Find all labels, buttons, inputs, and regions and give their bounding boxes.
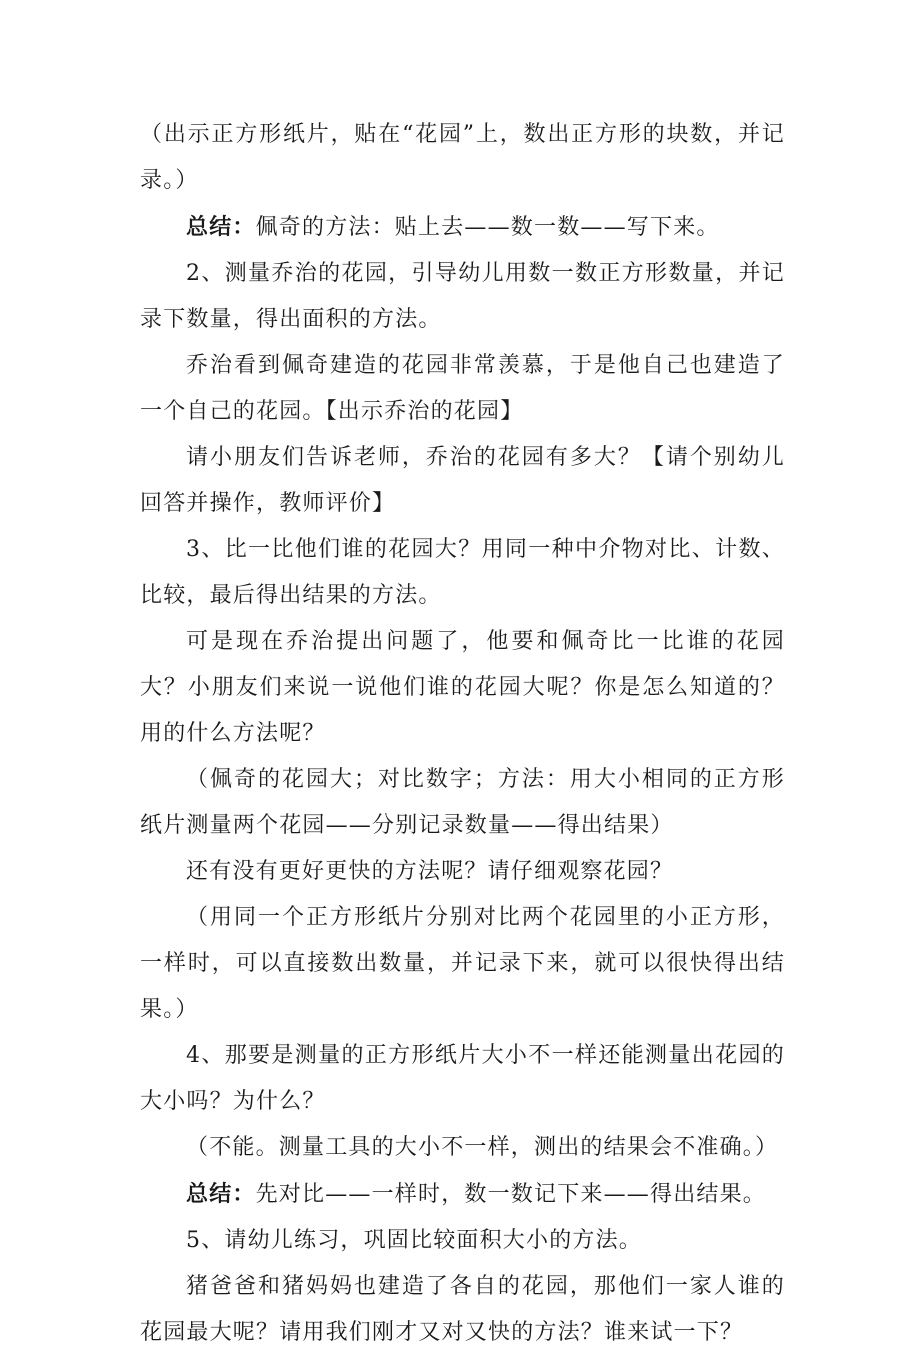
paragraph-george-garden: 乔治看到佩奇建造的花园非常羡慕，于是他自己也建造了一个自己的花园。【出示乔治的花园】 bbox=[140, 353, 785, 424]
summary-label: 总结： bbox=[186, 214, 256, 240]
paragraph-step-2: 2、测量乔治的花园，引导幼儿用数一数正方形数量，并记录下数量，得出面积的方法。 bbox=[140, 261, 785, 332]
paragraph-peppa-bigger-answer: （佩奇的花园大；对比数字；方法：用大小相同的正方形纸片测量两个花园——分别记录数量——得出结果） bbox=[140, 767, 785, 838]
paragraph-pig-parents-garden: 猪爸爸和猪妈妈也建造了各自的花园，那他们一家人谁的花园最大呢？请用我们刚才又对又快的方法？谁来试一下？ bbox=[140, 1274, 785, 1345]
paragraph-step-5: 5、请幼儿练习，巩固比较面积大小的方法。 bbox=[186, 1228, 642, 1253]
paragraph-step-4: 4、那要是测量的正方形纸片大小不一样还能测量出花园的大小吗？为什么？ bbox=[140, 1043, 785, 1114]
paragraph-summary-peppa-method bbox=[140, 204, 785, 251]
summary-text: 先对比——一样时，数一数记下来——得出结果。 bbox=[255, 1182, 767, 1207]
paragraph-cannot-answer: （不能。测量工具的大小不一样，测出的结果会不准确。） bbox=[186, 1135, 779, 1160]
paragraph-step-3: 3、比一比他们谁的花园大？用同一种中介物对比、计数、比较，最后得出结果的方法。 bbox=[140, 537, 785, 608]
paragraph-faster-method-question: 还有没有更好更快的方法呢？请仔细观察花园？ bbox=[186, 859, 674, 884]
document-body bbox=[140, 112, 785, 1356]
paragraph-faster-method-answer: （用同一个正方形纸片分别对比两个花园里的小正方形，一样时，可以直接数出数量，并记录下来，就可以很快得出结果。） bbox=[140, 905, 785, 1022]
summary-text: 佩奇的方法：贴上去——数一数——写下来。 bbox=[255, 215, 720, 240]
paragraph-compare-question: 可是现在乔治提出问题了，他要和佩奇比一比谁的花园大？小朋友们来说一说他们谁的花园大呢？你是怎么知道的？用的什么方法呢？ bbox=[140, 629, 785, 746]
paragraph-show-square-paper: （出示正方形纸片，贴在“花园”上，数出正方形的块数，并记录。） bbox=[140, 122, 785, 193]
summary-label: 总结： bbox=[186, 1181, 256, 1207]
paragraph-summary-compare bbox=[140, 1171, 785, 1218]
paragraph-ask-children: 请小朋友们告诉老师，乔治的花园有多大？【请个别幼儿回答并操作，教师评价】 bbox=[140, 445, 785, 516]
